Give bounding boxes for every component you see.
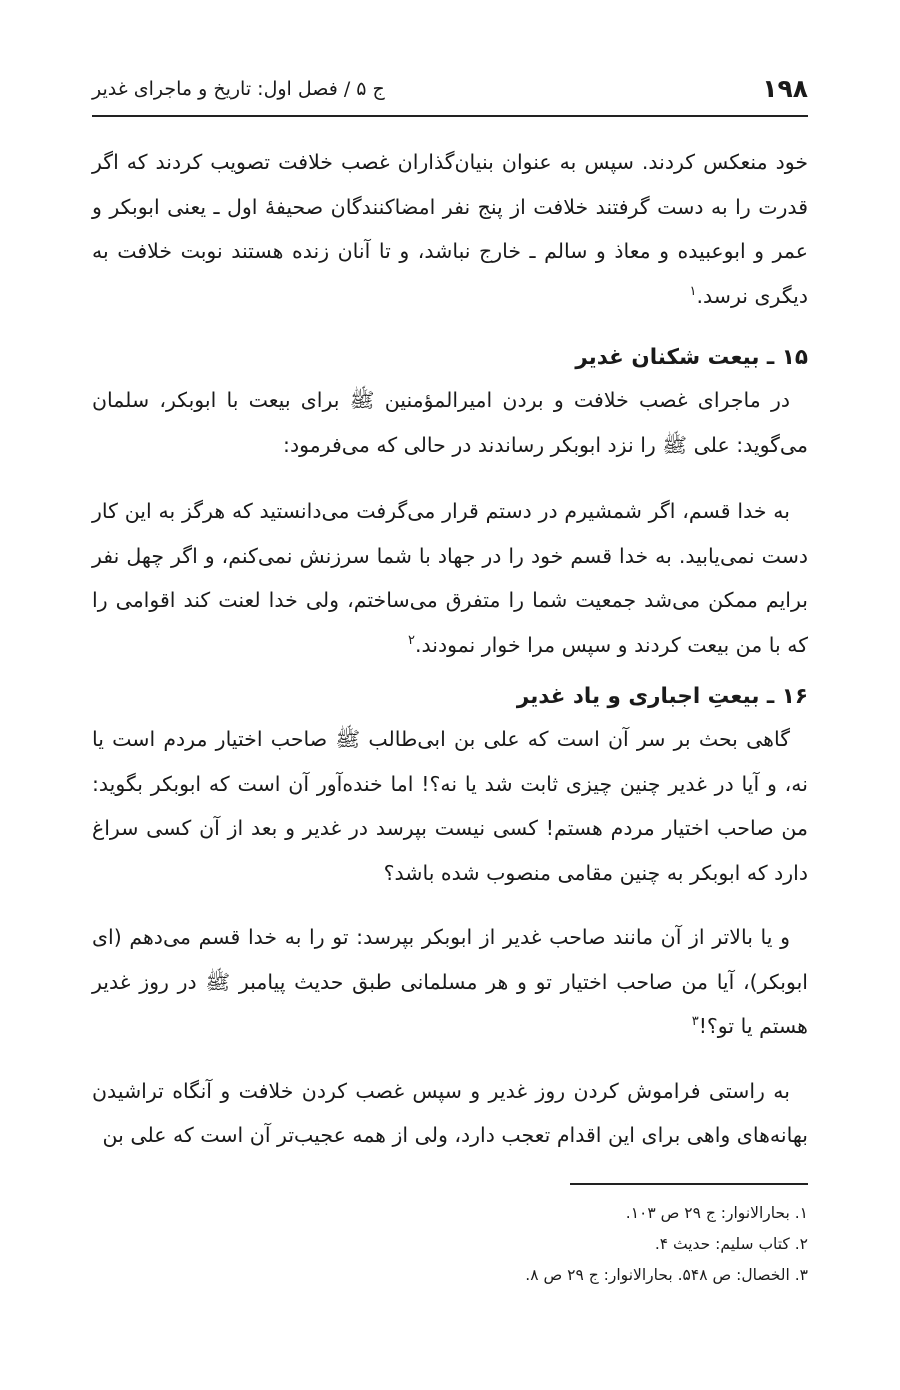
- section-heading-15: ۱۵ ـ بیعت شکنان غدیر: [575, 345, 808, 370]
- paragraph-2: در ماجرای غصب خلافت و بردن امیرالمؤمنین ﷺ برای بیعت با ابوبکر، سلمان می‌گوید: علی ﷺ را نزد ابوبکر رساندند در حالی که می‌فرمود:: [92, 388, 808, 457]
- footnote-3: ۳. الخصال: ص ۵۴۸. بحارالانوار: ج ۲۹ ص ۸.: [525, 1266, 808, 1284]
- footnote-ref-3: ۳: [691, 1014, 699, 1030]
- footnote-ref-1: ۱: [689, 283, 697, 299]
- page-body: [92, 140, 808, 1158]
- paragraph-4: گاهی بحث بر سر آن است که علی بن ابی‌طالب ﷺ صاحب اختیار مردم است یا نه، و آیا در غدیر چنین چیزی ثابت شد یا نه؟! اما خنده‌آور آن است که ابوبکر بگوید: من صاحب اختیار مردم هستم! کسی نیست بپرسد در غدیر و بعد از آن کسی سراغ دارد که ابوبکر به چنین مقامی منصوب شده باشد؟: [92, 727, 808, 885]
- running-head: ج ۵ / فصل اول: تاریخ و ماجرای غدیر: [92, 78, 385, 100]
- header-divider: [92, 115, 808, 117]
- footnote-2: ۲. کتاب سلیم: حدیث ۴.: [654, 1235, 808, 1253]
- footnote-ref-2: ۲: [408, 632, 415, 648]
- page-number: ۱۹۸: [762, 74, 808, 103]
- paragraph-5: و یا بالاتر از آن مانند صاحب غدیر از ابوبکر بپرسد: تو را به خدا قسم می‌دهم (ای ابوبکر)، آیا من صاحب اختیار تو و هر مسلمانی طبق حدیث پیامبر ﷺ در روز غدیر هستم یا تو؟!$^۳$: [92, 925, 808, 1038]
- footnote-divider: [570, 1183, 808, 1185]
- section-heading-16: ۱۶ ـ بیعتِ اجباری و یاد غدیر: [516, 684, 808, 709]
- footnotes: [92, 1198, 808, 1291]
- page-header: [92, 72, 808, 110]
- paragraph-3-quote: به خدا قسم، اگر شمشیرم در دستم قرار می‌گرفت می‌دانستید که هرگز به این کار دست نمی‌یابید. به خدا قسم خود را در جهاد با شما سرزنش نمی‌کنم، و اگر چهل نفر برایم ممکن می‌شد جمعیت شما را متفرق می‌ساختم، ولی خدا لعنت کند اقوامی را که با من بیعت کردند و سپس مرا خوار نمودند.$^۲$: [92, 499, 808, 657]
- paragraph-1: خود منعکس کردند. سپس به عنوان بنیان‌گذاران غصب خلافت تصویب کردند که اگر قدرت را به دست گرفتند خلافت از پنج نفر امضاکنندگان صحیفهٔ اول ـ یعنی ابوبکر و عمر و ابوعبیده و معاذ و سالم ـ خارج نباشد، و تا آنان زنده هستند نوبت خلافت به دیگری نرسد.$^۱$: [92, 150, 808, 308]
- footnote-1: ۱. بحارالانوار: ج ۲۹ ص ۱۰۳.: [625, 1204, 808, 1222]
- paragraph-6: به راستی فراموش کردن روز غدیر و سپس غصب کردن خلافت و آنگاه تراشیدن بهانه‌های واهی برای این اقدام تعجب دارد، ولی از همه عجیب‌تر آن است که علی بن: [92, 1078, 808, 1147]
